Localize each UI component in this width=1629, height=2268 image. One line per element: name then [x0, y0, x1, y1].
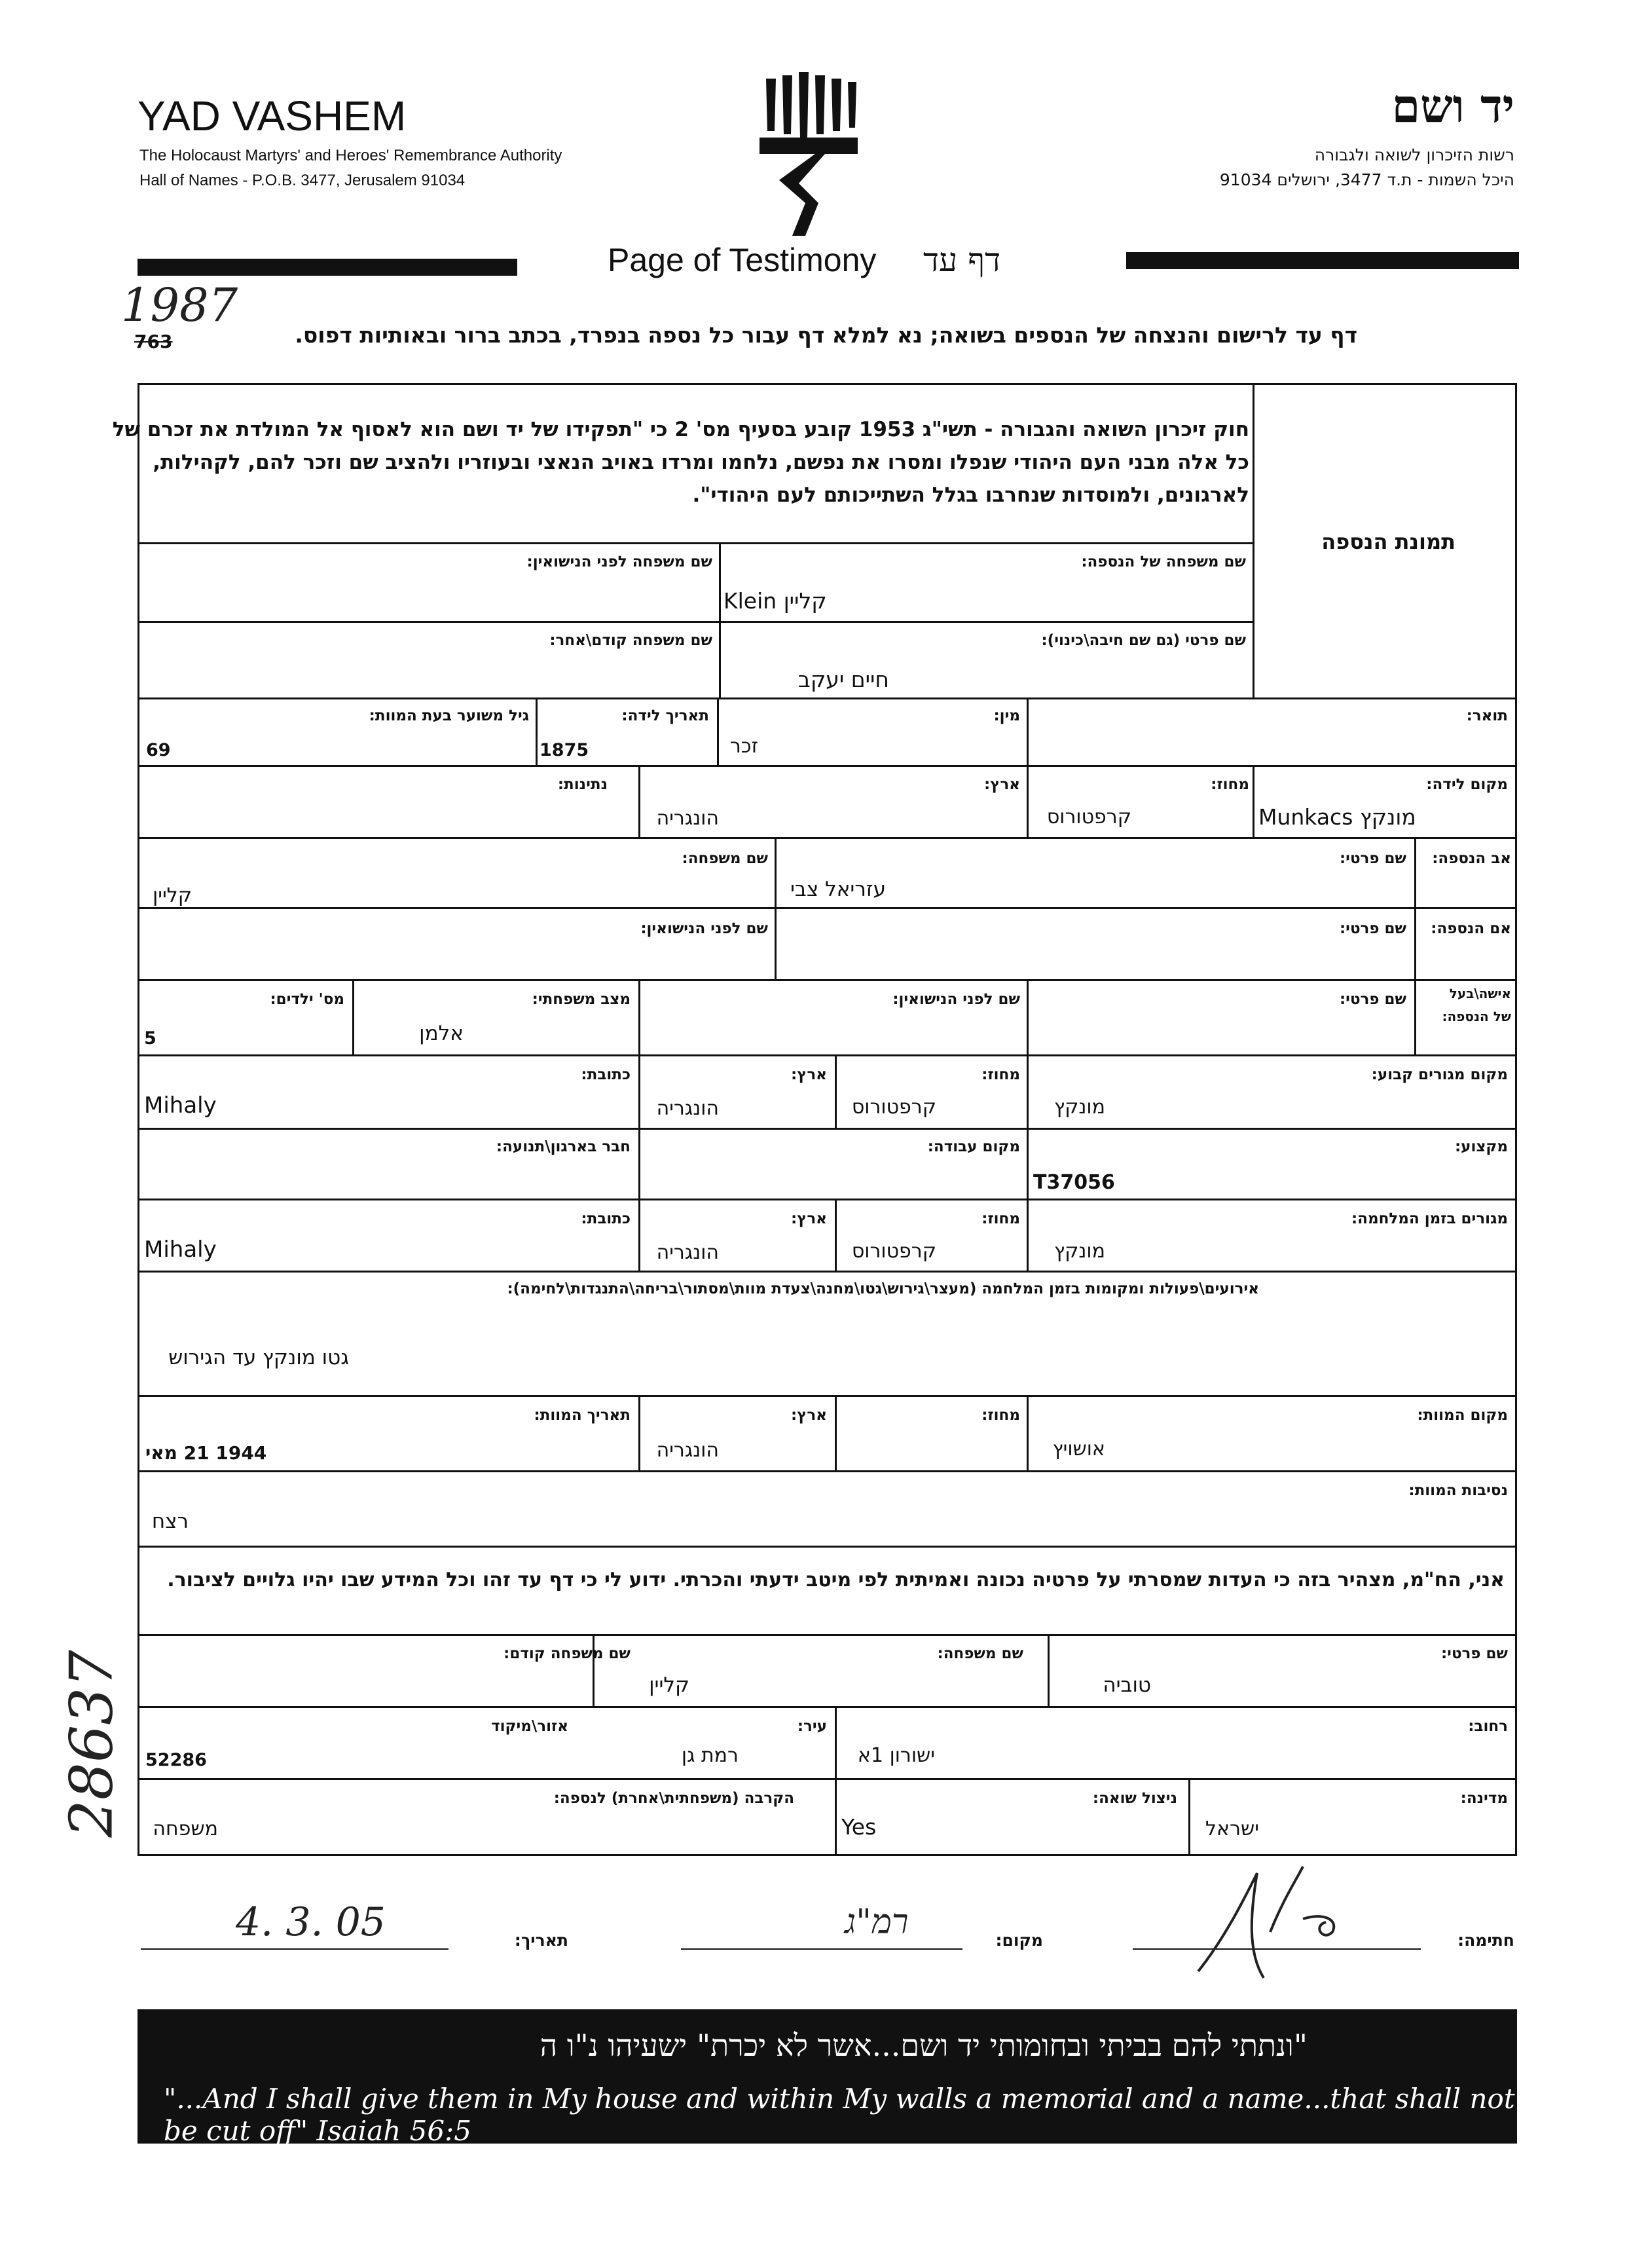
title-bar-left [137, 259, 517, 276]
survivor-label: ניצול שואה: [1092, 1790, 1177, 1807]
war-address-value[interactable]: Mihaly [144, 1236, 217, 1263]
member-label: חבר בארגון\תנועה: [496, 1138, 631, 1155]
spouse-maiden-label: שם לפני הנישואין: [892, 991, 1020, 1008]
father-first-label: שם פרטי: [1339, 850, 1406, 867]
nationality-label: נתינות: [557, 776, 608, 793]
submitter-first-label: שם פרטי: [1440, 1645, 1508, 1662]
relation-value[interactable]: משפחה [153, 1817, 218, 1840]
residence-address-value[interactable]: Mihaly [144, 1092, 217, 1119]
org-name-en: YAD VASHEM [137, 92, 407, 139]
residence-district-value[interactable]: קרפטורוס [851, 1096, 936, 1119]
residence-country-value[interactable]: הונגריה [656, 1097, 719, 1120]
instructions: דף עד לרישום והנצחה של הנספים בשואה; נא למלא דף עבור כל נספה בנפרד, בכתב ברור ובאותיות דפוס. [295, 322, 1357, 348]
signature-label: חתימה: [1457, 1931, 1514, 1950]
birth-date-label: תאריך לידה: [621, 707, 709, 724]
father-last-value[interactable]: קליין [153, 884, 192, 907]
victim-prev-name-label: שם משפחה קודם\אחר: [549, 632, 712, 649]
place-label: מקום: [995, 1931, 1043, 1950]
death-country-label: ארץ: [791, 1407, 827, 1424]
place-handwritten: רמ"ג [845, 1903, 909, 1942]
title-label: תואר: [1466, 707, 1508, 724]
war-residence-label: מגורים בזמן המלחמה: [1351, 1210, 1508, 1227]
death-place-value[interactable]: אושויץ [1052, 1438, 1105, 1460]
residence-label: מקום מגורים קבוע: [1371, 1066, 1508, 1083]
death-circumstances-value[interactable]: רצח [151, 1510, 189, 1533]
children-value[interactable]: 5 [144, 1028, 156, 1049]
war-district-value[interactable]: קרפטורוס [851, 1240, 936, 1263]
victim-last-name-label: שם משפחה של הנספה: [1081, 553, 1246, 570]
death-date-label: תאריך המוות: [534, 1407, 631, 1424]
mother-maiden-label: שם לפני הנישואין: [640, 920, 768, 937]
city-value[interactable]: רמת גן [681, 1744, 739, 1767]
father-row-label: אב הנספה: [1432, 850, 1511, 867]
war-address-label: כתובת: [581, 1210, 631, 1227]
victim-last-name[interactable]: Klein קליין [723, 588, 827, 614]
profession-value[interactable]: T37056 [1033, 1171, 1115, 1194]
father-last-label: שם משפחה: [682, 850, 768, 867]
city-label: עיר: [797, 1718, 827, 1735]
spouse-row-label-1: אישה\בעל [1449, 986, 1511, 1001]
war-country-value[interactable]: הונגריה [656, 1241, 719, 1264]
mother-first-label: שם פרטי: [1339, 920, 1406, 937]
title-bar-right [1126, 252, 1519, 269]
residence-address-label: כתובת: [581, 1066, 631, 1083]
birth-country-label: ארץ: [984, 776, 1020, 793]
death-country-value[interactable]: הונגריה [656, 1439, 719, 1462]
org-address-he: היכל השמות - ת.ד 3477, ירושלים 91034 [1219, 170, 1514, 189]
photo-label: תמונת הנספה [1321, 529, 1455, 554]
marital-status-value[interactable]: אלמן [419, 1022, 464, 1045]
zip-label: אזור\מיקוד [491, 1718, 568, 1735]
death-district-label: מחוז: [981, 1407, 1020, 1424]
law-text-line1: חוק זיכרון השואה והגבורה - תשי"ג 1953 קובע בסעיף מס' 2 כי "תפקידו של יד ושם הוא לאסוף אל המולדת את זכרם של [112, 418, 1249, 441]
side-number: 28637 [57, 1650, 126, 1838]
country-label: מדינה: [1460, 1790, 1508, 1807]
survivor-value[interactable]: Yes [841, 1814, 877, 1840]
workplace-label: מקום עבודה: [927, 1138, 1020, 1155]
war-country-label: ארץ: [791, 1210, 827, 1227]
marital-status-label: מצב משפחתי: [532, 991, 631, 1008]
victim-maiden-name-label: שם משפחה לפני הנישואין: [526, 553, 712, 570]
date-handwritten: 4. 3. 05 [236, 1899, 386, 1945]
submitter-last-label: שם משפחה: [937, 1645, 1023, 1662]
events-label: אירועים\פעולות ומקומות בזמן המלחמה (מעצר\גירוש\גטו\מחנה\צעדת מוות\מסתור\בריחה\התנגדות\לחימה): [507, 1280, 1259, 1297]
org-name-he: יד ושם [1391, 79, 1514, 133]
verse-en: "...And I shall give them in My house and within My walls a memorial and a name...that shall not be cut off" Isaiah 56:5 [164, 2083, 1515, 2147]
form-title-he: דף עד [923, 241, 1001, 279]
yad-vashem-logo [753, 72, 864, 242]
residence-place-value[interactable]: מונקץ [1053, 1096, 1105, 1119]
submitter-first-value[interactable]: טוביה [1103, 1673, 1151, 1697]
law-text-line3: לארגונים, ולמוסדות שנחרבו בגלל השתייכותם לעם היהודי". [692, 483, 1249, 507]
events-value[interactable]: גטו מונקץ עד הגירוש [168, 1346, 349, 1369]
verse-banner [137, 2009, 1517, 2147]
declaration-text: אני, הח"מ, מצהיר בזה כי העדות שמסרתי על פרטיה נכונה ואמיתית לפי מיטב ידעתי והכרתי. ידוע לי כי דף עד זהו וכל המידע שבו יהיו גלויים לציבור. [167, 1569, 1505, 1591]
street-label: רחוב: [1468, 1718, 1508, 1735]
spouse-row-label-2: של הנספה: [1442, 1009, 1511, 1024]
submitter-last-value[interactable]: קליין [649, 1673, 689, 1697]
law-text-line2: כל אלה מבני העם היהודי שנפלו ומסרו את נפשם, נלחמו ומרדו באויב הנאצי ובעוזריו ולהציב שם וזכר להם, לקהילות, [153, 451, 1249, 474]
form-title-en: Page of Testimony [608, 242, 877, 278]
date-label: תאריך: [514, 1931, 568, 1950]
age-label: גיל משוער בעת המוות: [369, 707, 529, 724]
signature-scribble [1185, 1860, 1355, 1984]
father-first-value[interactable]: עזריאל צבי [790, 878, 886, 901]
residence-country-label: ארץ: [791, 1066, 827, 1083]
birth-district-value[interactable]: קרפטורוס [1046, 806, 1131, 828]
profession-label: מקצוע: [1454, 1138, 1508, 1155]
age-value[interactable]: 69 [146, 740, 171, 760]
submitter-prev-label: שם משפחה קודם: [503, 1645, 631, 1662]
country-value[interactable]: ישראל [1205, 1817, 1259, 1840]
org-subtitle-he: רשות הזיכרון לשואה ולגבורה [1314, 145, 1514, 164]
victim-first-name-label: שם פרטי (גם שם חיבה\כינוי): [1041, 632, 1246, 649]
birth-country-value[interactable]: הונגריה [656, 807, 719, 830]
birth-place-label: מקום לידה: [1426, 776, 1508, 793]
war-residence-place-value[interactable]: מונקץ [1053, 1240, 1105, 1263]
war-district-label: מחוז: [981, 1210, 1020, 1227]
residence-district-label: מחוז: [981, 1066, 1020, 1083]
victim-first-name[interactable]: חיים יעקב [797, 667, 889, 692]
org-subtitle-en: The Holocaust Martyrs' and Heroes' Remembrance Authority [139, 147, 562, 164]
birth-district-label: מחוז: [1211, 776, 1249, 793]
death-date-value[interactable]: 1944 21 מאי [145, 1442, 267, 1464]
birth-place-value[interactable]: Munkacs מונקץ [1258, 804, 1416, 830]
mother-row-label: אם הנספה: [1431, 920, 1511, 937]
relation-label: הקרבה (משפחתית\אחרת) לנספה: [553, 1790, 794, 1807]
gender-value[interactable]: זכר [729, 735, 758, 758]
org-address-en: Hall of Names - P.O.B. 3477, Jerusalem 91034 [139, 172, 466, 189]
struck-number: 763 [134, 331, 173, 352]
gender-label: מין: [993, 707, 1020, 724]
birth-date-value[interactable]: 1875 [540, 740, 589, 760]
death-circumstances-label: נסיבות המוות: [1408, 1482, 1508, 1499]
street-value[interactable]: ישורון 1א [857, 1744, 935, 1767]
verse-he: "ונתתי להם בביתי ובחומותי יד ושם...אשר לא יכרת" ישעיהו נ"ו ה [540, 2028, 1308, 2063]
children-label: מס' ילדים: [270, 991, 344, 1008]
spouse-first-label: שם פרטי: [1339, 991, 1406, 1008]
handwritten-number: 1987 [121, 278, 238, 332]
zip-value[interactable]: 52286 [145, 1750, 207, 1770]
death-place-label: מקום המוות: [1417, 1407, 1508, 1424]
